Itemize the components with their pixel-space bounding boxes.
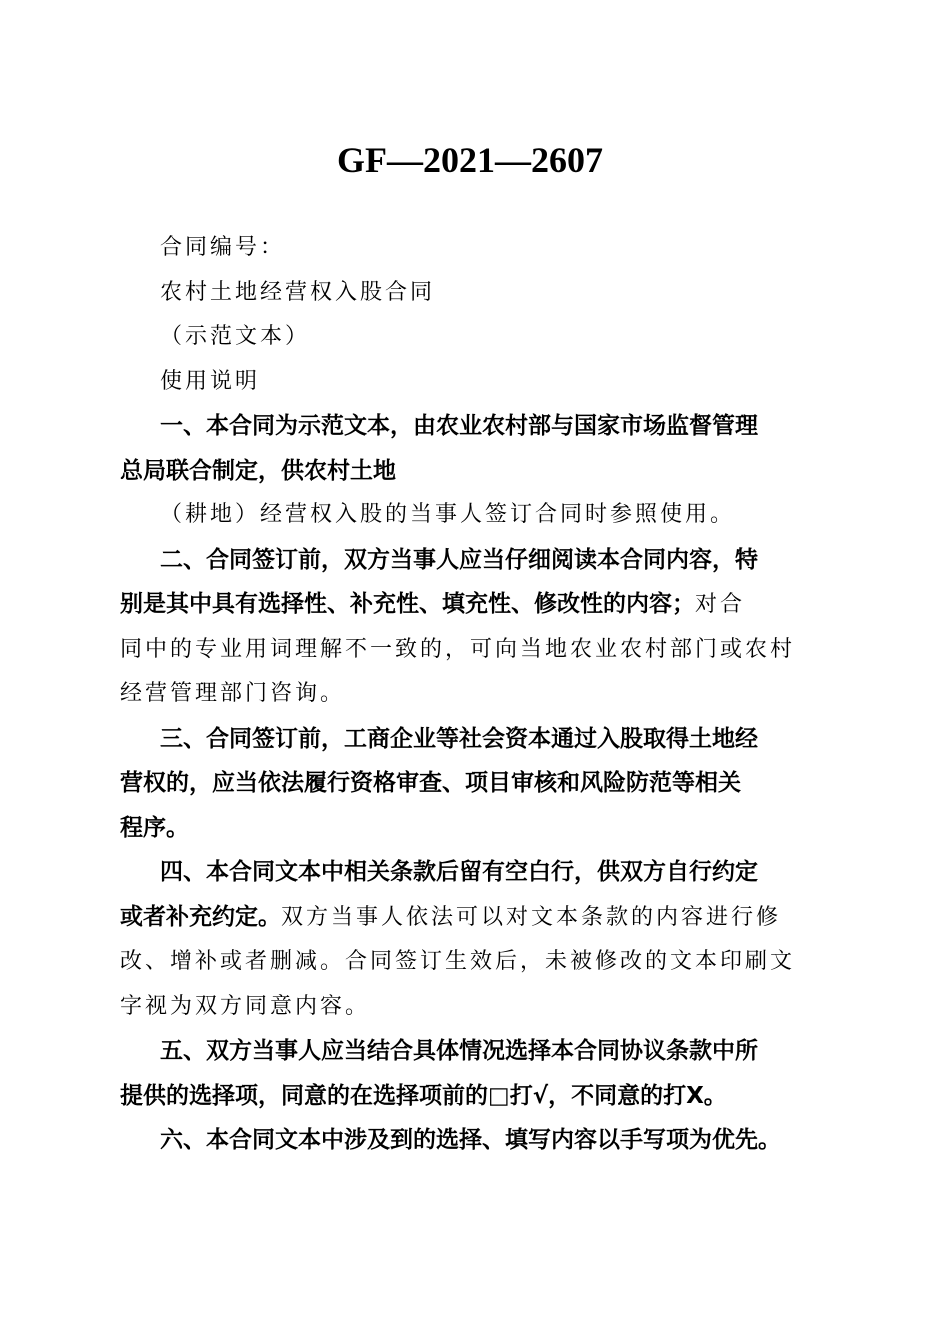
- model-text-note: （示范文本）: [160, 324, 311, 349]
- instruction-paragraph-2: [120, 538, 835, 717]
- contract-title: 农村土地经营权入股合同: [160, 279, 436, 305]
- paragraph-3-line-1: 三、合同签订前，工商企业等社会资本通过入股取得土地经: [160, 725, 758, 752]
- document-body: [120, 226, 835, 1163]
- instruction-paragraph-4: [120, 850, 835, 1029]
- paragraph-2-line-2: [120, 582, 835, 628]
- paragraph-4-line-2-bold: 或者补充约定。: [120, 903, 281, 930]
- paragraph-1-line-1: 一、本合同为示范文本，由农业农村部与国家市场监督管理: [160, 413, 758, 439]
- paragraph-3-line-2: 营权的，应当依法履行资格审查、项目审核和风险防范等相关: [120, 770, 741, 796]
- paragraph-2-line-3: 同中的专业用词理解不一致的，可向当地农业农村部门或农村: [120, 636, 796, 662]
- paragraph-4-line-2: [120, 895, 835, 941]
- instruction-paragraph-5: [120, 1029, 835, 1118]
- paragraph-5-line-2: 提供的选择项，同意的在选择项前的□打√，不同意的打X。: [120, 1082, 727, 1109]
- paragraph-4-line-4: 字视为双方同意内容。: [120, 993, 371, 1019]
- paragraph-2-line-2-tail: 对合: [695, 592, 746, 617]
- instructions-heading: 使用说明: [160, 368, 261, 394]
- paragraph-2-line-1: 二、合同签订前，双方当事人应当仔细阅读本合同内容，特: [160, 546, 758, 573]
- instruction-paragraph-3: [120, 717, 835, 851]
- paragraph-4-line-1: 四、本合同文本中相关条款后留有空白行，供双方自行约定: [160, 859, 758, 885]
- instruction-paragraph-6: [120, 1118, 835, 1163]
- paragraph-2-line-4: 经营管理部门咨询。: [120, 681, 346, 706]
- paragraph-4-line-3: 改、增补或者删减。合同签订生效后，未被修改的文本印刷文: [120, 949, 796, 974]
- standard-code-title: GF—2021—2607: [337, 140, 603, 180]
- contract-number-label: 合同编号：: [160, 235, 286, 260]
- paragraph-1-line-2: 总局联合制定，供农村土地: [120, 457, 396, 484]
- paragraph-5-line-1: 五、双方当事人应当结合具体情况选择本合同协议条款中所: [160, 1038, 758, 1064]
- paragraph-2-line-2-bold: 别是其中具有选择性、补充性、填充性、修改性的内容；: [120, 591, 695, 617]
- paragraph-6-line-1: 六、本合同文本中涉及到的选择、填写内容以手写项为优先。: [160, 1127, 781, 1153]
- paragraph-3-line-3: 程序。: [120, 814, 189, 841]
- paragraph-4-line-2-tail: 双方当事人依法可以对文本条款的内容进行修: [281, 904, 782, 930]
- instruction-paragraph-1: [120, 404, 835, 538]
- paragraph-1-line-3: （耕地）经营权入股的当事人签订合同时参照使用。: [160, 502, 736, 527]
